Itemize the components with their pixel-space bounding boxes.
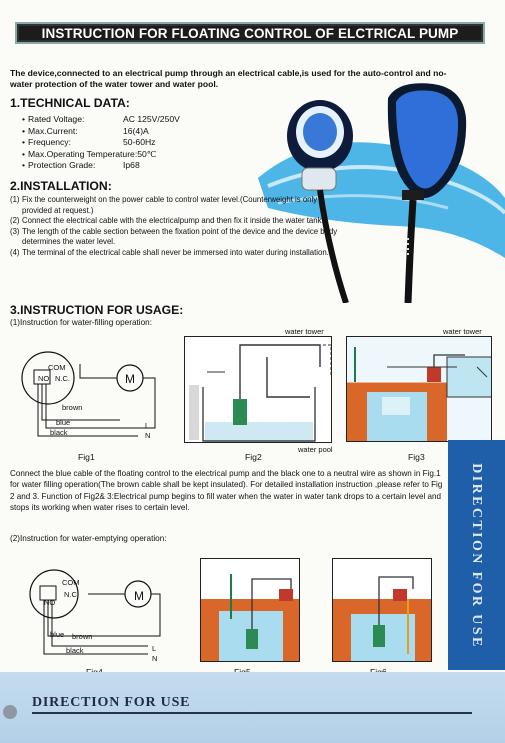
install-step: (1) Fix the counterweight on the power cable to control water level.(Counterweight is only provided at request.) <box>10 195 318 215</box>
spec-row: • Max.Operating Temperature:50℃ <box>22 148 157 159</box>
water-pool-label: water pool <box>298 445 333 454</box>
spec-row: • Protection Grade: Ip68 <box>22 160 140 171</box>
page-title: INSTRUCTION FOR FLOATING CONTROL OF ELCTRICAL PUMP <box>41 25 459 41</box>
spec-row: • Max.Current: 16(4)A <box>22 125 149 136</box>
installation-heading: 2.INSTALLATION: <box>10 179 112 193</box>
fig4-wiring-diagram <box>28 566 168 661</box>
no-label: NO <box>44 598 56 607</box>
installation-steps <box>10 195 340 258</box>
spec-row: • Rated Voltage: AC 125V/250V <box>22 114 180 124</box>
nc-label: N.C. <box>55 374 70 383</box>
spec-row: • Frequency: 50-60Hz <box>22 137 156 148</box>
fig3-label: Fig3 <box>408 452 425 462</box>
motor-icon: M <box>134 589 144 603</box>
install-step: (3) The length of the cable section between the fixation point of the device and the device body determines the water level. <box>10 226 338 246</box>
fig5-box <box>200 558 300 662</box>
filling-subheading: (1)Instruction for water-filling operation: <box>10 318 152 327</box>
no-label: NO <box>38 374 50 383</box>
footer-rule <box>32 712 472 714</box>
l-terminal-label: L <box>145 421 150 430</box>
pump-icon <box>427 367 441 382</box>
punch-hole <box>3 705 17 719</box>
fig6-box <box>332 558 432 662</box>
pump-icon <box>246 629 258 649</box>
fig2-label: Fig2 <box>245 452 262 462</box>
pump-icon <box>233 399 247 425</box>
fig1-label: Fig1 <box>78 452 95 462</box>
motor-icon: M <box>125 372 135 386</box>
footer-title: DIRECTION FOR USE <box>32 695 191 710</box>
title-bar <box>15 22 485 44</box>
water-tower-label: water tower <box>285 327 324 336</box>
nc-label: N.C. <box>64 590 79 599</box>
l-terminal-label: L <box>152 644 157 653</box>
blue-wire-label: blue <box>50 630 65 639</box>
install-step: (2) Connect the electrical cable with the electricalpump and then fix it inside the water tank. <box>10 216 324 225</box>
install-step: (4) The terminal of the electrical cable shall never be immersed into water during installation. <box>10 247 329 257</box>
n-terminal-label: N <box>145 431 151 440</box>
side-direction-text: DIRECTION FOR USE <box>469 463 484 649</box>
usage-body-text: Connect the blue cable of the floating control to the electrical pump and the black one to a neutral wire as shown in Fig.1 for water filling operation(The brown cable shall be kept insulated). For detailed installation instruction ,please refer to Fig 2 and 3. Function of Fig2& 3:Electrical pump begins to fill water when the water in water tank drops to a certain level and stops its working when water rises to certain level. <box>10 469 443 513</box>
emptying-subheading: (2)Instruction for water-emptying operation: <box>10 534 167 543</box>
fig2-box <box>184 336 332 443</box>
brown-wire-label: brown <box>72 632 93 641</box>
spec-list <box>22 114 180 172</box>
brown-wire-label: brown <box>62 403 83 412</box>
usage-heading: 3.INSTRUCTION FOR USAGE: <box>10 303 184 317</box>
blue-wire-label: blue <box>56 418 71 427</box>
com-label: COM <box>62 578 80 587</box>
black-wire-label: black <box>66 646 84 655</box>
com-label: COM <box>48 363 66 372</box>
n-terminal-label: N <box>152 654 158 663</box>
black-wire-label: black <box>50 428 68 437</box>
fig3-box <box>346 336 492 442</box>
pump-icon <box>373 625 385 647</box>
technical-heading: 1.TECHNICAL DATA: <box>10 96 130 110</box>
intro-text: The device,connected to an electrical pump through an electrical cable,is used for the auto-control and no-water protection of the water tower and water pool. <box>10 68 447 89</box>
water-tower-label-2: water tower <box>443 327 482 336</box>
product-photo <box>258 58 505 303</box>
